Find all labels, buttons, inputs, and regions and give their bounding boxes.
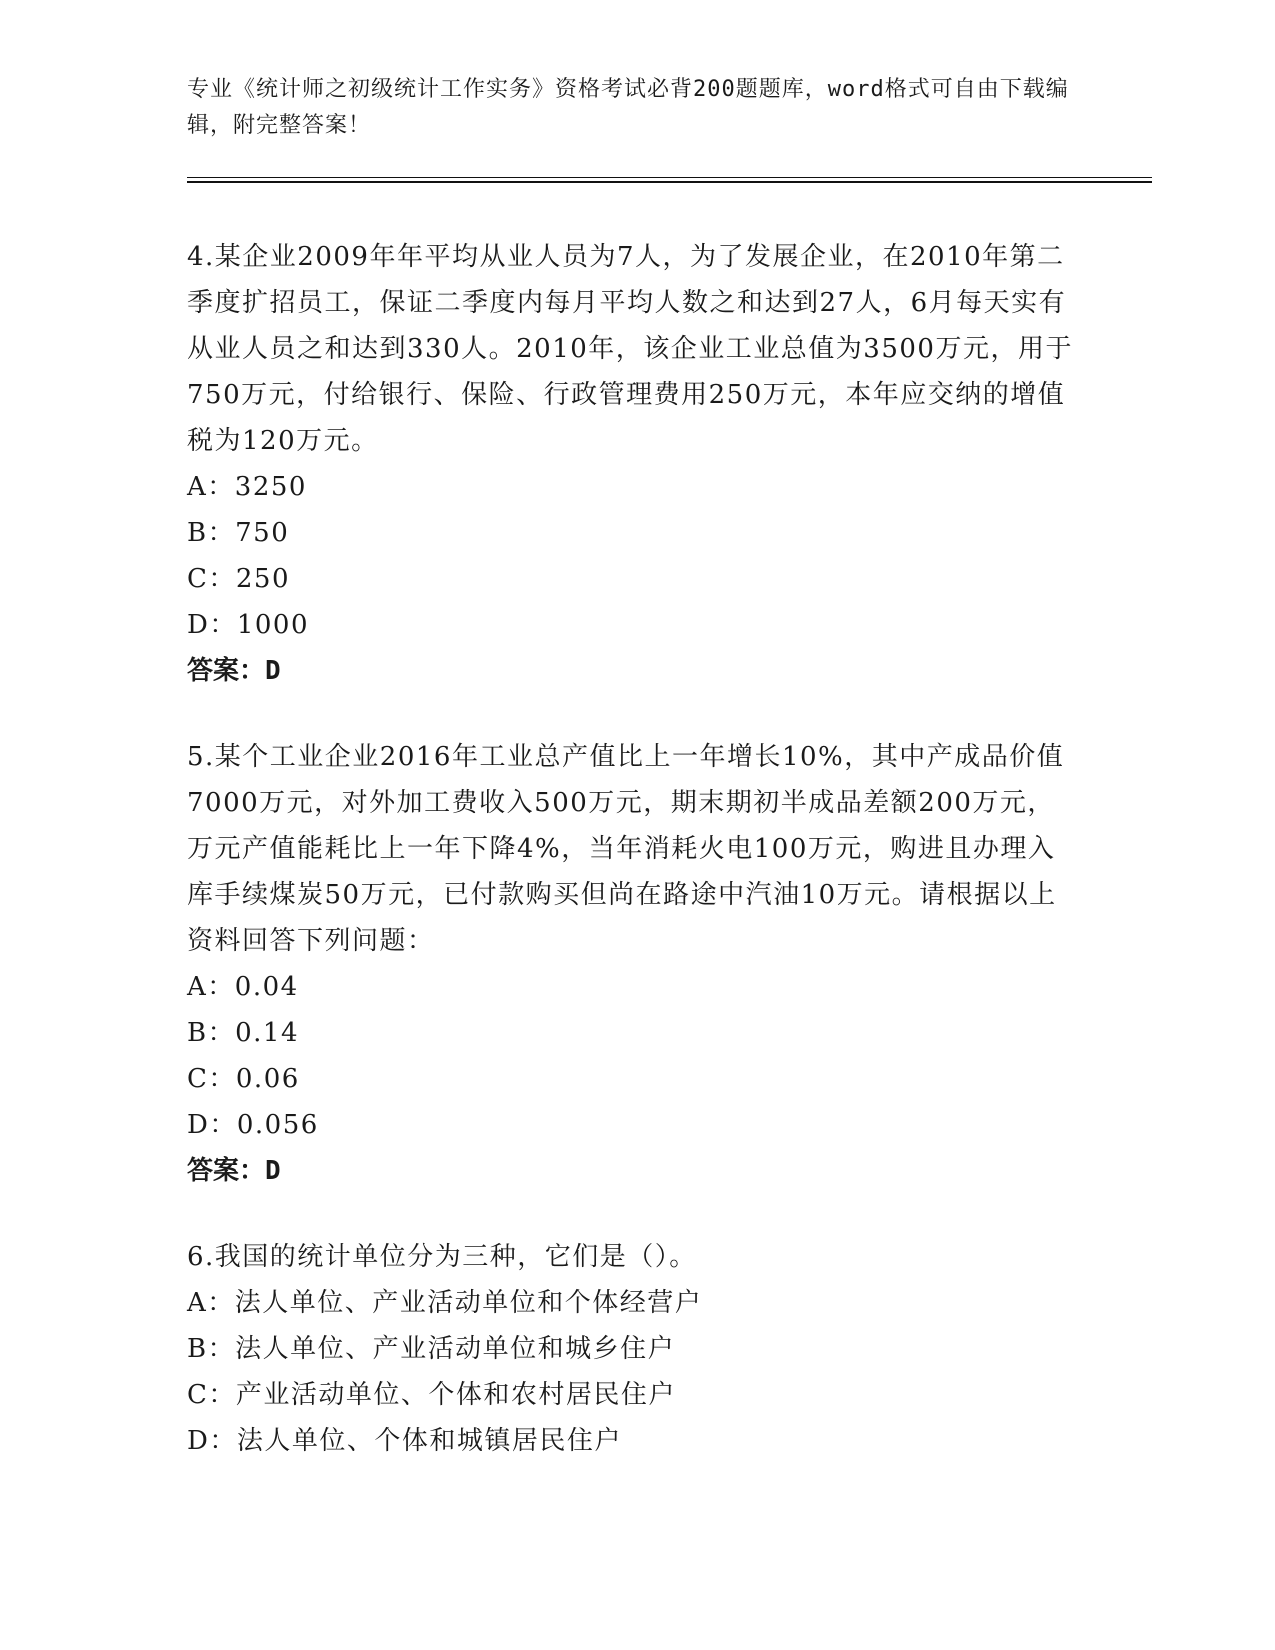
option-c: C：0.06 bbox=[187, 1064, 300, 1094]
option-d: D：法人单位、个体和城镇居民住户 bbox=[187, 1426, 622, 1456]
option-a: A：3250 bbox=[187, 472, 307, 502]
document-header: 专业《统计师之初级统计工作实务》资格考试必背200题题库，word格式可自由下载编辑，附完整答案！ bbox=[187, 77, 1069, 138]
option-a: A：法人单位、产业活动单位和个体经营户 bbox=[187, 1288, 703, 1318]
question-stem: 6.我国的统计单位分为三种，它们是（）。 bbox=[187, 1242, 697, 1272]
option-d: D：0.056 bbox=[187, 1110, 319, 1140]
option-d: D：1000 bbox=[187, 610, 310, 640]
option-b: B：法人单位、产业活动单位和城乡住户 bbox=[187, 1334, 676, 1364]
option-c: C：产业活动单位、个体和农村居民住户 bbox=[187, 1380, 676, 1410]
option-a: A：0.04 bbox=[187, 972, 299, 1002]
question-stem: 4.某企业2009年年平均从业人员为7人，为了发展企业，在2010年第二季度扩招员工，保证二季度内每月平均人数之和达到27人，6月每天实有从业人员之和达到330人。2010年，该企业工业总值为3500万元，用于750万元，付给银行、保险、行政管理费用250万元，本年应交纳的增值税为120万元。 bbox=[187, 242, 1073, 456]
header-rule-thin bbox=[187, 177, 1152, 178]
question-stem: 5.某个工业企业2016年工业总产值比上一年增长10%，其中产成品价值7000万元，对外加工费收入500万元，期末期初半成品差额200万元，万元产值能耗比上一年下降4%，当年消耗火电100万元，购进且办理入库手续煤炭50万元，已付款购买但尚在路途中汽油10万元。请根据以上资料回答下列问题： bbox=[187, 742, 1065, 956]
header-rule-thick bbox=[187, 181, 1152, 183]
question-5 bbox=[187, 734, 1077, 1194]
option-b: B：750 bbox=[187, 518, 290, 548]
option-c: C：250 bbox=[187, 564, 291, 594]
option-b: B：0.14 bbox=[187, 1018, 299, 1048]
question-6 bbox=[187, 1234, 1077, 1464]
question-4 bbox=[187, 234, 1077, 694]
answer-line: 答案：D bbox=[187, 1156, 281, 1186]
answer-line: 答案：D bbox=[187, 656, 281, 686]
